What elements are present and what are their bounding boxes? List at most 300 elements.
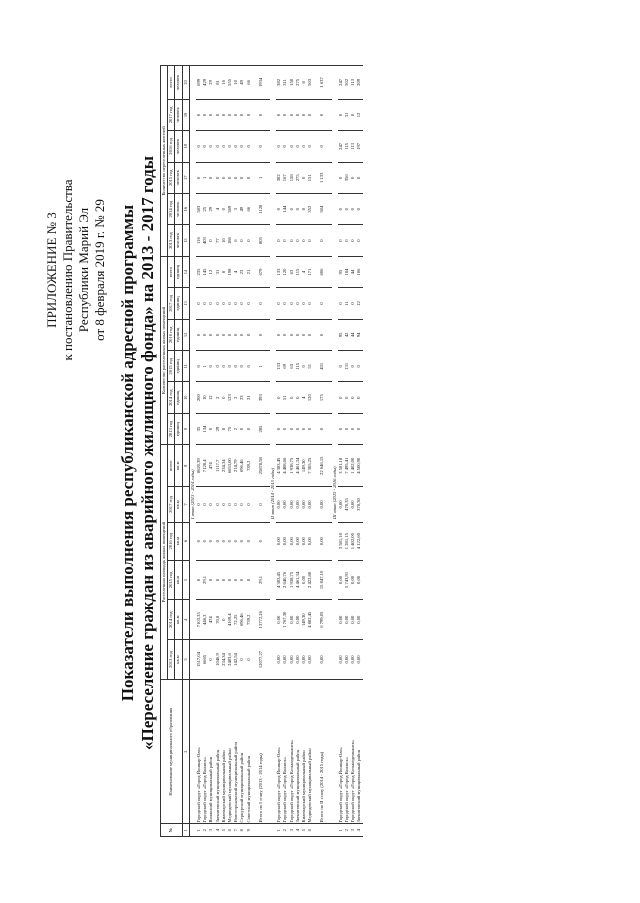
- rooms-value: 198: [227, 256, 233, 287]
- rooms-value: 12: [208, 382, 214, 413]
- rooms-value: 134: [202, 413, 208, 444]
- year-header: 2016 год: [168, 131, 175, 162]
- rooms-value: 0: [338, 413, 344, 444]
- rooms-value: 0: [295, 319, 301, 350]
- area-value: 0,00: [282, 487, 288, 523]
- people-value: 4: [215, 193, 221, 224]
- row-number: 3: [208, 824, 214, 837]
- people-value: 0: [276, 225, 282, 256]
- area-value: 0: [246, 522, 252, 560]
- rooms-value: 0: [289, 413, 295, 444]
- people-value: 0: [246, 225, 252, 256]
- title-line: «Переселение граждан из аварийного жилищного фонда» на 2013 - 2017 годы: [138, 155, 157, 751]
- people-value: 0: [233, 162, 239, 193]
- row-number: 2: [202, 824, 208, 837]
- people-value: 3: [233, 193, 239, 224]
- area-value: 0,00: [295, 487, 301, 523]
- people-value: 275: [295, 162, 301, 193]
- people-value: 0: [258, 99, 264, 130]
- area-value: 7 495,41: [344, 445, 350, 487]
- area-value: 0,00: [319, 522, 325, 560]
- municipality-name: Советский муниципальный район: [246, 679, 252, 824]
- people-value: 113: [350, 66, 356, 100]
- rooms-value: 42: [344, 319, 350, 350]
- people-value: 247: [338, 131, 344, 162]
- unit-header: кв.м: [175, 640, 182, 680]
- people-value: 29: [208, 193, 214, 224]
- people-value: 0: [221, 99, 227, 130]
- people-value: 247: [338, 66, 344, 100]
- rooms-value: 115: [295, 256, 301, 287]
- area-value: 4 882,45: [307, 600, 313, 640]
- area-value: 0,00: [356, 560, 362, 600]
- area-value: 234,34: [221, 445, 227, 487]
- row-number: 5: [221, 824, 227, 837]
- rooms-value: 0: [239, 351, 245, 382]
- people-value: 583: [196, 193, 202, 224]
- area-value: 149,30: [301, 600, 307, 640]
- header-num: №: [161, 824, 183, 837]
- area-value: 6 799,05: [319, 600, 325, 640]
- rooms-value: 0: [276, 413, 282, 444]
- rooms-value: 94: [356, 319, 362, 350]
- year-header: 2016 год: [168, 522, 175, 560]
- area-value: 0,00: [301, 487, 307, 523]
- unit-header: кв.м: [175, 487, 182, 523]
- people-value: 144: [282, 193, 288, 224]
- people-value: 0: [301, 131, 307, 162]
- people-value: 16: [221, 66, 227, 100]
- rooms-value: 0: [276, 319, 282, 350]
- rooms-value: 0: [319, 288, 325, 319]
- rooms-value: 0: [356, 351, 362, 382]
- column-number: 16: [182, 193, 189, 224]
- area-value: 0,00: [307, 487, 313, 523]
- stage-row: [189, 66, 196, 837]
- people-value: 0: [295, 225, 301, 256]
- rooms-value: 0: [208, 288, 214, 319]
- people-value: 0: [246, 162, 252, 193]
- rooms-value: 0: [319, 413, 325, 444]
- column-number: 9: [182, 413, 189, 444]
- unit-header: единиц: [175, 319, 182, 350]
- year-header: 2014 год: [168, 600, 175, 640]
- unit-header: человек: [175, 99, 182, 130]
- rooms-value: 0: [215, 288, 221, 319]
- rooms-value: 4: [301, 382, 307, 413]
- people-value: 0: [215, 162, 221, 193]
- appendix-line: Республики Марий Эл: [76, 207, 91, 333]
- area-value: 1046,9: [215, 640, 221, 680]
- rooms-value: 0: [202, 288, 208, 319]
- area-value: 0,00: [282, 522, 288, 560]
- people-value: 0: [227, 131, 233, 162]
- row-number: 4: [356, 824, 362, 837]
- area-value: 70,8: [215, 600, 221, 640]
- rooms-value: 175: [319, 382, 325, 413]
- rooms-value: 0: [239, 288, 245, 319]
- municipality-name: Городской округ «Город Волжск»: [202, 679, 208, 824]
- header-name: Наименование муниципального образования: [161, 679, 183, 824]
- table-row: [356, 66, 362, 837]
- area-value: 7128,4: [202, 445, 208, 487]
- row-number: 6: [227, 824, 233, 837]
- area-value: 446,3: [202, 600, 208, 640]
- people-value: 6: [233, 225, 239, 256]
- area-value: 214,79: [233, 445, 239, 487]
- rooms-value: 35: [196, 413, 202, 444]
- rooms-value: 0: [319, 319, 325, 350]
- area-value: 0,00: [307, 522, 313, 560]
- rooms-value: 23: [239, 382, 245, 413]
- people-value: 31: [344, 99, 350, 130]
- people-value: 0: [215, 131, 221, 162]
- rooms-value: 0: [196, 351, 202, 382]
- area-value: 13772,26: [258, 600, 264, 640]
- area-value: 0,00: [295, 522, 301, 560]
- rooms-value: 0: [289, 382, 295, 413]
- area-value: 0: [221, 487, 227, 523]
- rooms-value: 0: [221, 351, 227, 382]
- area-value: 12077,27: [258, 640, 264, 680]
- area-value: 696,46: [239, 600, 245, 640]
- column-number: 3: [182, 640, 189, 680]
- people-value: 382: [276, 162, 282, 193]
- people-value: 0: [202, 131, 208, 162]
- table-body: [189, 66, 362, 837]
- people-value: 158: [289, 66, 295, 100]
- area-value: 0: [246, 560, 252, 600]
- column-number: 14: [182, 256, 189, 287]
- people-value: 0: [350, 193, 356, 224]
- rooms-value: 0: [258, 288, 264, 319]
- area-value: 696,46: [239, 445, 245, 487]
- area-value: 4169,4: [227, 600, 233, 640]
- column-number: 8: [182, 445, 189, 487]
- people-value: 0: [338, 225, 344, 256]
- rooms-value: 131: [344, 351, 350, 382]
- people-value: 275: [295, 66, 301, 100]
- area-value: 149,30: [301, 445, 307, 487]
- area-value: 0,00: [344, 640, 350, 680]
- column-number: 1: [182, 824, 189, 837]
- rooms-value: 431: [319, 351, 325, 382]
- year-header: 2015 год: [168, 560, 175, 600]
- municipality-name: Городской округ «Город Козьмодемьянск»: [350, 679, 356, 824]
- rooms-value: 133: [276, 351, 282, 382]
- area-value: 0: [221, 522, 227, 560]
- municipality-name: Килемарский муниципальный район: [221, 679, 227, 824]
- area-value: 1117,7: [215, 445, 221, 487]
- rooms-value: 0: [221, 319, 227, 350]
- area-value: 474: [208, 445, 214, 487]
- people-value: 805: [258, 225, 264, 256]
- year-header: всего: [168, 445, 175, 487]
- year-header: 2017 год: [168, 288, 175, 319]
- rooms-value: 0: [338, 351, 344, 382]
- people-value: 0: [208, 99, 214, 130]
- rooms-value: 0: [350, 351, 356, 382]
- rooms-value: 0: [227, 288, 233, 319]
- rooms-value: 606: [319, 256, 325, 287]
- area-value: 25878,58: [258, 445, 264, 487]
- area-value: 3 581,18: [338, 445, 344, 487]
- row-number: 1: [338, 824, 344, 837]
- people-value: 0: [338, 193, 344, 224]
- rooms-value: 0: [338, 288, 344, 319]
- area-value: 0,00: [319, 487, 325, 523]
- row-number: 3: [350, 824, 356, 837]
- area-value: 0: [221, 600, 227, 640]
- rooms-value: 0: [282, 413, 288, 444]
- year-header: всего: [168, 66, 175, 100]
- people-value: 0: [246, 131, 252, 162]
- people-value: 0: [289, 193, 295, 224]
- people-value: 0: [258, 131, 264, 162]
- rooms-value: 0: [307, 413, 313, 444]
- people-value: 0: [227, 99, 233, 130]
- area-value: 0,00: [301, 640, 307, 680]
- people-value: 382: [276, 66, 282, 100]
- rooms-value: 0: [344, 382, 350, 413]
- area-value: 0,00: [356, 640, 362, 680]
- row-number: 2: [344, 824, 350, 837]
- rooms-value: 0: [215, 351, 221, 382]
- rooms-value: 285: [258, 413, 264, 444]
- rooms-value: 0: [208, 351, 214, 382]
- rooms-value: 12: [208, 256, 214, 287]
- column-number: 19: [182, 99, 189, 130]
- rooms-value: 0: [307, 288, 313, 319]
- people-value: 403: [202, 225, 208, 256]
- people-value: 0: [319, 225, 325, 256]
- municipality-name: Итого по I этапу (2013 - 2014 годы): [258, 679, 264, 824]
- people-value: 0: [295, 131, 301, 162]
- people-value: 81: [215, 66, 221, 100]
- area-value: 0,00: [338, 560, 344, 600]
- people-value: 0: [282, 99, 288, 130]
- rooms-value: 120: [282, 256, 288, 287]
- municipality-name: Городской округ «Город Волжск»: [282, 679, 288, 824]
- year-header: 2013 год: [168, 225, 175, 256]
- rooms-value: 0: [202, 319, 208, 350]
- rooms-value: 0: [208, 319, 214, 350]
- area-value: 0,00: [338, 487, 344, 523]
- people-value: 0: [202, 99, 208, 130]
- rooms-value: 8: [221, 413, 227, 444]
- municipality-name: Городской округ «Город Козьмодемьянск»: [289, 679, 295, 824]
- area-value: 1 938,75: [289, 560, 295, 600]
- row-number: 2: [282, 824, 288, 837]
- people-value: 0: [221, 193, 227, 224]
- unit-header: кв.м: [175, 560, 182, 600]
- people-value: 0: [239, 131, 245, 162]
- rooms-value: 393: [258, 382, 264, 413]
- people-value: 0: [301, 225, 307, 256]
- municipality-name: Звениговский муниципальный район: [215, 679, 221, 824]
- area-value: 8620,39: [196, 445, 202, 487]
- year-header: 2016 год: [168, 319, 175, 350]
- people-value: 0: [350, 162, 356, 193]
- rooms-value: 106: [356, 256, 362, 287]
- people-value: 0: [289, 225, 295, 256]
- people-value: 186: [227, 225, 233, 256]
- area-value: 0,00: [338, 600, 344, 640]
- rooms-value: 0: [227, 351, 233, 382]
- people-value: 66: [246, 193, 252, 224]
- area-value: 4 383,45: [276, 560, 282, 600]
- unit-header: человек: [175, 66, 182, 100]
- column-number: 17: [182, 162, 189, 193]
- municipality-name: Городской округ «Город Йошкар-Ола»: [338, 679, 344, 824]
- rooms-value: 4: [301, 256, 307, 287]
- area-value: 1 402,00: [350, 445, 356, 487]
- unit-header: единиц: [175, 413, 182, 444]
- rooms-value: 0: [289, 288, 295, 319]
- people-value: 0: [233, 99, 239, 130]
- area-value: 0,00: [350, 600, 356, 640]
- column-number: 15: [182, 225, 189, 256]
- rooms-value: 115: [295, 351, 301, 382]
- people-value: 0: [344, 193, 350, 224]
- rooms-value: 0: [233, 288, 239, 319]
- rooms-value: 1: [258, 351, 264, 382]
- people-value: 0: [356, 225, 362, 256]
- rooms-value: 133: [276, 256, 282, 287]
- rooms-value: 0: [344, 413, 350, 444]
- people-value: 0: [233, 131, 239, 162]
- row-number: 9: [246, 824, 252, 837]
- area-value: 739,2: [246, 445, 252, 487]
- people-value: 49: [239, 193, 245, 224]
- area-value: 0,00: [295, 600, 301, 640]
- area-value: 0: [239, 487, 245, 523]
- people-value: 8: [301, 193, 307, 224]
- area-value: 0,00: [276, 600, 282, 640]
- area-value: 0: [258, 522, 264, 560]
- year-header: 2015 год: [168, 351, 175, 382]
- year-header: всего: [168, 256, 175, 287]
- people-value: 116: [196, 225, 202, 256]
- stage-label: II этап (2014 - 2015 годы): [270, 66, 276, 640]
- area-value: 1 281,15: [344, 522, 350, 560]
- rooms-value: 31: [215, 256, 221, 287]
- area-value: 0,00: [356, 600, 362, 640]
- unit-header: кв.м: [175, 600, 182, 640]
- header-area-group: Расселенная площадь жилых помещений: [161, 445, 168, 680]
- area-value: 4 122,60: [356, 522, 362, 560]
- stage-spacer: [189, 679, 196, 824]
- area-value: 0,00: [350, 560, 356, 600]
- rooms-value: 10: [202, 382, 208, 413]
- rooms-value: 0: [208, 413, 214, 444]
- rooms-value: 1: [202, 351, 208, 382]
- unit-header: единиц: [175, 288, 182, 319]
- stage-spacer: [189, 640, 196, 680]
- rooms-value: 184: [344, 256, 350, 287]
- people-value: 352: [307, 193, 313, 224]
- rooms-value: 0: [356, 382, 362, 413]
- column-number: 10: [182, 382, 189, 413]
- stage-spacer: [189, 824, 196, 837]
- rooms-value: 0: [246, 288, 252, 319]
- area-value: 0: [227, 522, 233, 560]
- municipality-name: Медведевский муниципальный район: [307, 679, 313, 824]
- area-value: 0: [202, 522, 208, 560]
- area-value: 1 402,00: [350, 522, 356, 560]
- area-value: 0,00: [282, 640, 288, 680]
- area-value: 0,00: [319, 640, 325, 680]
- area-value: 0: [246, 487, 252, 523]
- people-value: 8: [301, 66, 307, 100]
- rooms-value: 12: [356, 288, 362, 319]
- rooms-value: 0: [239, 413, 245, 444]
- people-value: 0: [208, 131, 214, 162]
- people-value: 356: [344, 162, 350, 193]
- people-value: 66: [246, 66, 252, 100]
- area-value: 0,00: [344, 600, 350, 640]
- people-value: 0: [196, 131, 202, 162]
- area-value: 0: [196, 522, 202, 560]
- area-value: 1 938,75: [289, 445, 295, 487]
- people-value: 0: [344, 225, 350, 256]
- people-value: 115: [344, 131, 350, 162]
- municipality-name: Городской округ «Город Йошкар-Ола»: [196, 679, 202, 824]
- people-value: 0: [276, 99, 282, 130]
- column-number: 12: [182, 319, 189, 350]
- area-value: 1 767,30: [282, 600, 288, 640]
- rooms-value: 0: [196, 319, 202, 350]
- area-value: 22 646,15: [319, 445, 325, 487]
- stage-label: I этап (2013 - 2014 годы): [189, 66, 196, 640]
- people-value: 151: [307, 162, 313, 193]
- area-value: 474: [208, 600, 214, 640]
- rooms-value: 0: [350, 382, 356, 413]
- people-value: 0: [350, 225, 356, 256]
- people-value: 29: [208, 66, 214, 100]
- row-number: 6: [307, 824, 313, 837]
- people-value: 0: [227, 162, 233, 193]
- people-value: 16: [221, 225, 227, 256]
- people-value: 158: [289, 162, 295, 193]
- people-value: 0: [356, 162, 362, 193]
- area-value: 0: [208, 560, 214, 600]
- people-value: 0: [208, 225, 214, 256]
- people-value: 699: [196, 66, 202, 100]
- area-value: 0: [208, 522, 214, 560]
- people-value: 25: [202, 193, 208, 224]
- rooms-value: 0: [295, 413, 301, 444]
- area-value: 6653,00: [227, 445, 233, 487]
- rooms-value: 0: [282, 288, 288, 319]
- rooms-value: 63: [289, 351, 295, 382]
- people-value: 1: [202, 162, 208, 193]
- rooms-value: 0: [276, 288, 282, 319]
- rooms-value: 123: [227, 382, 233, 413]
- people-value: 0: [196, 99, 202, 130]
- municipality-name: Звениговский муниципальный район: [295, 679, 301, 824]
- rooms-value: 2: [215, 382, 221, 413]
- unit-header: человек: [175, 193, 182, 224]
- rooms-value: 21: [246, 256, 252, 287]
- people-value: 0: [239, 225, 245, 256]
- area-value: 0: [233, 522, 239, 560]
- area-value: 0: [239, 640, 245, 680]
- unit-header: человек: [175, 162, 182, 193]
- rooms-value: 23: [239, 256, 245, 287]
- rooms-value: 21: [246, 382, 252, 413]
- appendix-title: ПРИЛОЖЕНИЕ № 3: [44, 212, 59, 328]
